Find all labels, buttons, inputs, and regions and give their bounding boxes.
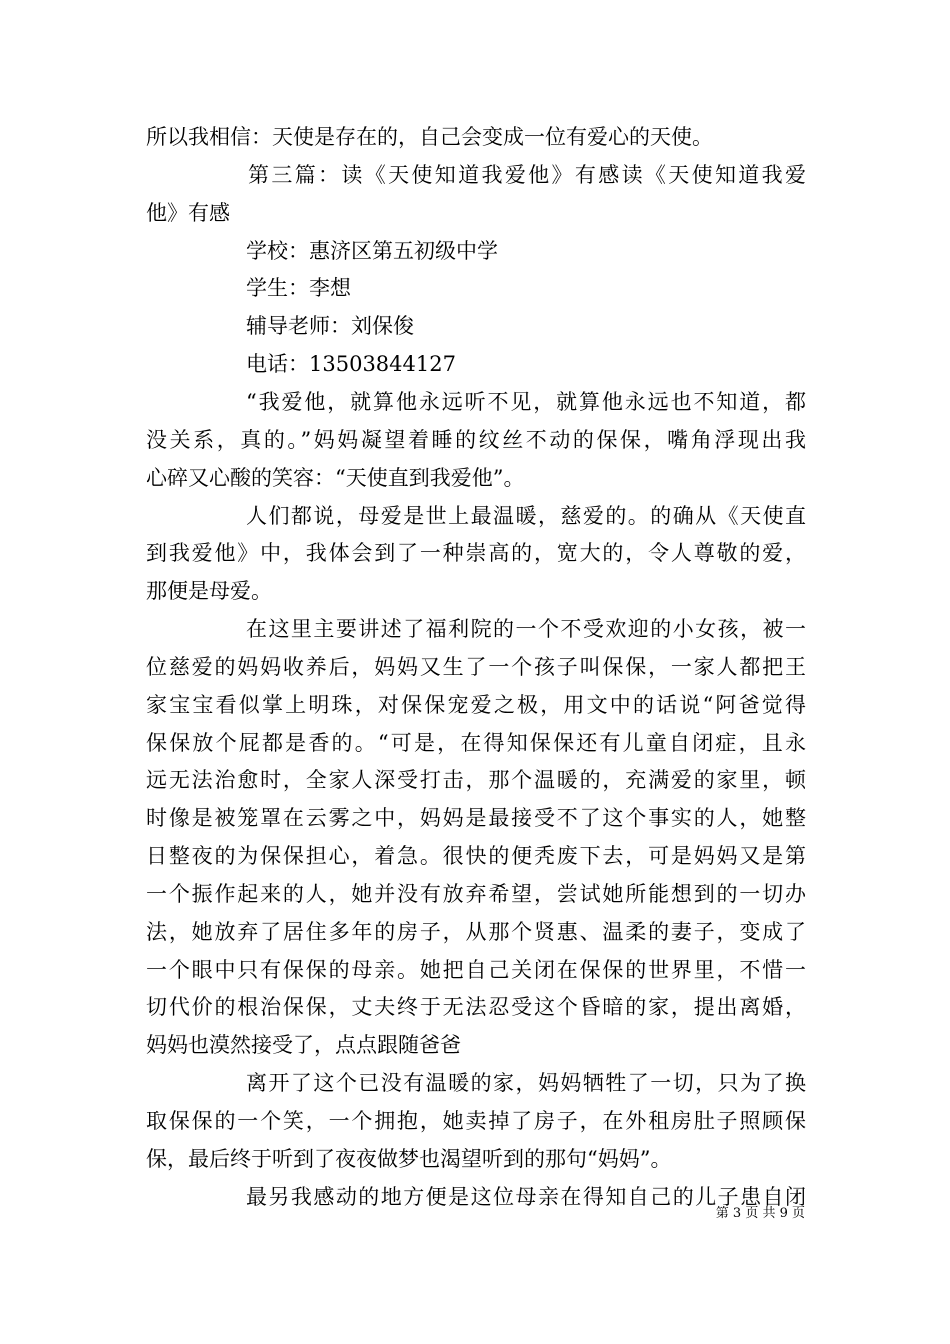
section-heading-line-1: 第三篇：读《天使知道我爱他》有感读《天使知道我爱 bbox=[248, 163, 806, 187]
paragraph-3-line-1: 在这里主要讲述了福利院的一个不受欢迎的小女孩，被一 bbox=[246, 617, 806, 641]
paragraph-2-line-3: 那便是母爱。 bbox=[146, 579, 272, 603]
paragraph-3-line-4: 保保放个屁都是香的。“可是，在得知保保还有儿童自闭症，且永 bbox=[146, 731, 806, 755]
paragraph-3-line-6: 时像是被笼罩在云雾之中，妈妈是最接受不了这个事实的人，她整 bbox=[146, 806, 806, 830]
teacher-line: 辅导老师：刘保俊 bbox=[246, 314, 414, 338]
paragraph-4-line-2: 取保保的一个笑，一个拥抱，她卖掉了房子，在外租房肚子照顾保 bbox=[146, 1109, 806, 1133]
student-line: 学生：李想 bbox=[246, 276, 351, 300]
paragraph-5-line-1: 最另我感动的地方便是这位母亲在得知自己的儿子患自闭 bbox=[246, 1185, 806, 1209]
paragraph-3-line-2: 位慈爱的妈妈收养后，妈妈又生了一个孩子叫保保，一家人都把王 bbox=[146, 655, 806, 679]
phone-line: 电话：13503844127 bbox=[246, 352, 456, 376]
paragraph-2-line-1: 人们都说，母爱是世上最温暖，慈爱的。的确从《天使直 bbox=[246, 504, 806, 528]
paragraph-1-line-3: 心碎又心酸的笑容：“天使直到我爱他”。 bbox=[146, 466, 525, 490]
paragraph-1-line-1: “我爱他，就算他永远听不见，就算他永远也不知道，都 bbox=[246, 390, 806, 414]
paragraph-1-line-2: 没关系，真的。”妈妈凝望着睡的纹丝不动的保保，嘴角浮现出我 bbox=[146, 428, 806, 452]
paragraph-3-line-5: 远无法治愈时，全家人深受打击，那个温暖的，充满爱的家里，顿 bbox=[146, 768, 806, 792]
school-line: 学校：惠济区第五初级中学 bbox=[246, 239, 498, 263]
paragraph-3-line-3: 家宝宝看似掌上明珠，对保保宠爱之极，用文中的话说“阿爸觉得 bbox=[146, 693, 806, 717]
paragraph-2-line-2: 到我爱他》中，我体会到了一种崇高的，宽大的，令人尊敬的爱， bbox=[146, 541, 806, 565]
paragraph-3-line-8: 一个振作起来的人，她并没有放弃希望，尝试她所能想到的一切办 bbox=[146, 882, 806, 906]
page-number-footer: 第 3 页 共 9 页 bbox=[715, 1206, 805, 1221]
paragraph-3-line-9: 法，她放弃了居住多年的房子，从那个贤惠、温柔的妻子，变成了 bbox=[146, 920, 806, 944]
paragraph-3-line-10: 一个眼中只有保保的母亲。她把自己关闭在保保的世界里，不惜一 bbox=[146, 958, 806, 982]
paragraph-3-line-11: 切代价的根治保保，丈夫终于无法忍受这个昏暗的家，提出离婚， bbox=[146, 995, 806, 1019]
paragraph-3-line-12: 妈妈也漠然接受了，点点跟随爸爸 bbox=[146, 1033, 461, 1057]
paragraph-4-line-3: 保，最后终于听到了夜夜做梦也渴望听到的那句“妈妈”。 bbox=[146, 1147, 672, 1171]
text-line-1: 所以我相信：天使是存在的，自己会变成一位有爱心的天使。 bbox=[146, 125, 713, 149]
section-heading-line-2: 他》有感 bbox=[146, 201, 230, 225]
paragraph-4-line-1: 离开了这个已没有温暖的家，妈妈牺牲了一切，只为了换 bbox=[246, 1071, 806, 1095]
paragraph-3-line-7: 日整夜的为保保担心，着急。很快的便秃废下去，可是妈妈又是第 bbox=[146, 844, 806, 868]
